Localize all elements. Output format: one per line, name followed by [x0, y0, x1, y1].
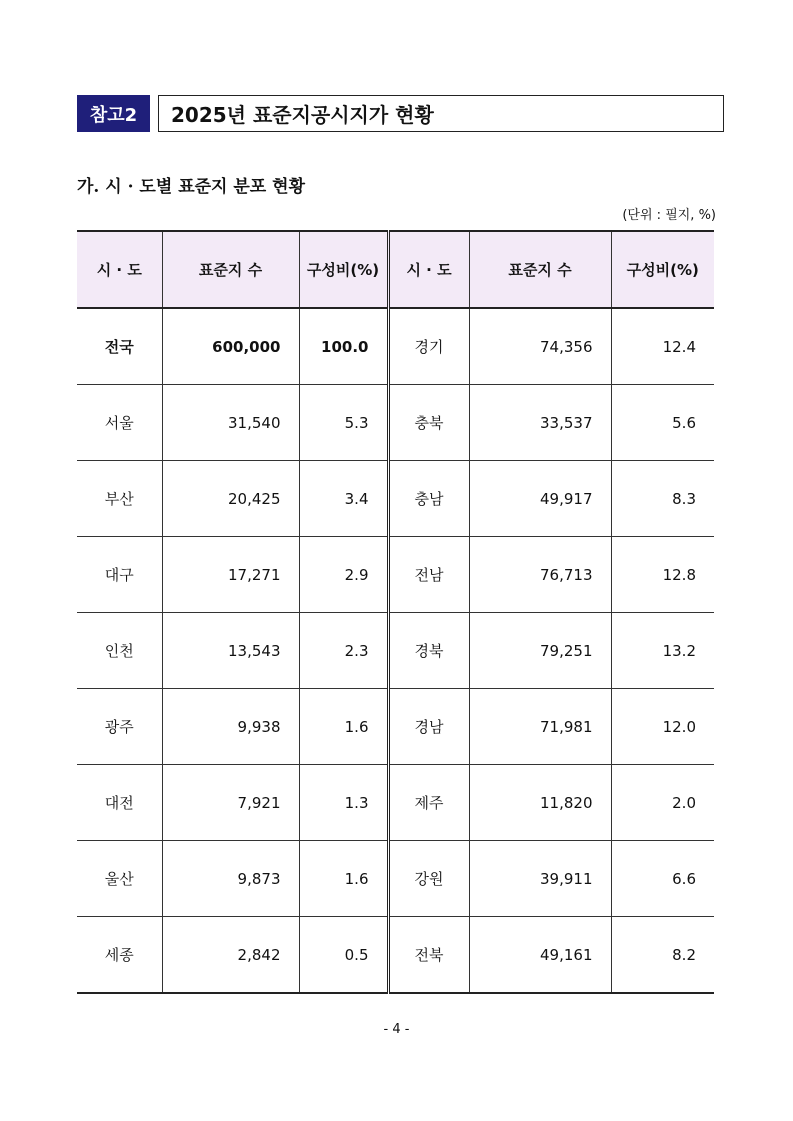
count-cell: 9,873	[162, 841, 299, 917]
count-cell: 9,938	[162, 689, 299, 765]
table-row	[77, 308, 714, 385]
table-row	[77, 537, 714, 613]
header-region: 시 · 도	[77, 231, 162, 308]
count-cell: 76,713	[469, 537, 611, 613]
region-cell: 전국	[77, 308, 162, 385]
count-cell: 39,911	[469, 841, 611, 917]
count-cell: 74,356	[469, 308, 611, 385]
region-cell: 경기	[388, 308, 469, 385]
ratio-cell: 1.6	[299, 841, 388, 917]
count-cell: 31,540	[162, 385, 299, 461]
table-row	[77, 689, 714, 765]
ratio-cell: 1.3	[299, 765, 388, 841]
ratio-cell: 5.3	[299, 385, 388, 461]
header-count: 표준지 수	[162, 231, 299, 308]
page-title: 2025년 표준지공시지가 현황	[158, 95, 724, 132]
ratio-cell: 100.0	[299, 308, 388, 385]
table-header-row	[77, 231, 714, 308]
distribution-table	[77, 230, 714, 994]
table-row	[77, 385, 714, 461]
ratio-cell: 2.9	[299, 537, 388, 613]
region-cell: 서울	[77, 385, 162, 461]
ratio-cell: 6.6	[611, 841, 714, 917]
table-row	[77, 841, 714, 917]
ratio-cell: 8.3	[611, 461, 714, 537]
ratio-cell: 1.6	[299, 689, 388, 765]
unit-note: (단위 : 필지, %)	[622, 208, 716, 223]
count-cell: 49,917	[469, 461, 611, 537]
region-cell: 충북	[388, 385, 469, 461]
region-cell: 대전	[77, 765, 162, 841]
table-row	[77, 917, 714, 994]
count-cell: 7,921	[162, 765, 299, 841]
page-number: - 4 -	[383, 1022, 410, 1037]
region-cell: 광주	[77, 689, 162, 765]
ratio-cell: 2.0	[611, 765, 714, 841]
count-cell: 20,425	[162, 461, 299, 537]
region-cell: 세종	[77, 917, 162, 994]
header-box	[77, 95, 724, 132]
ratio-cell: 5.6	[611, 385, 714, 461]
count-cell: 11,820	[469, 765, 611, 841]
ratio-cell: 3.4	[299, 461, 388, 537]
region-cell: 제주	[388, 765, 469, 841]
region-cell: 인천	[77, 613, 162, 689]
region-cell: 대구	[77, 537, 162, 613]
region-cell: 충남	[388, 461, 469, 537]
region-cell: 전북	[388, 917, 469, 994]
header-region: 시 · 도	[388, 231, 469, 308]
ratio-cell: 12.8	[611, 537, 714, 613]
header-count: 표준지 수	[469, 231, 611, 308]
region-cell: 경북	[388, 613, 469, 689]
count-cell: 33,537	[469, 385, 611, 461]
section-title: 가. 시 · 도별 표준지 분포 현황	[77, 177, 305, 197]
ratio-cell: 8.2	[611, 917, 714, 994]
ratio-cell: 13.2	[611, 613, 714, 689]
ratio-cell: 0.5	[299, 917, 388, 994]
count-cell: 79,251	[469, 613, 611, 689]
count-cell: 2,842	[162, 917, 299, 994]
count-cell: 13,543	[162, 613, 299, 689]
table-row	[77, 613, 714, 689]
region-cell: 전남	[388, 537, 469, 613]
count-cell: 17,271	[162, 537, 299, 613]
region-cell: 부산	[77, 461, 162, 537]
region-cell: 경남	[388, 689, 469, 765]
header-ratio: 구성비(%)	[611, 231, 714, 308]
region-cell: 울산	[77, 841, 162, 917]
count-cell: 49,161	[469, 917, 611, 994]
count-cell: 71,981	[469, 689, 611, 765]
ratio-cell: 12.0	[611, 689, 714, 765]
count-cell: 600,000	[162, 308, 299, 385]
table-row	[77, 765, 714, 841]
ratio-cell: 2.3	[299, 613, 388, 689]
reference-tag: 참고2	[77, 95, 150, 132]
region-cell: 강원	[388, 841, 469, 917]
header-ratio: 구성비(%)	[299, 231, 388, 308]
table-row	[77, 461, 714, 537]
ratio-cell: 12.4	[611, 308, 714, 385]
